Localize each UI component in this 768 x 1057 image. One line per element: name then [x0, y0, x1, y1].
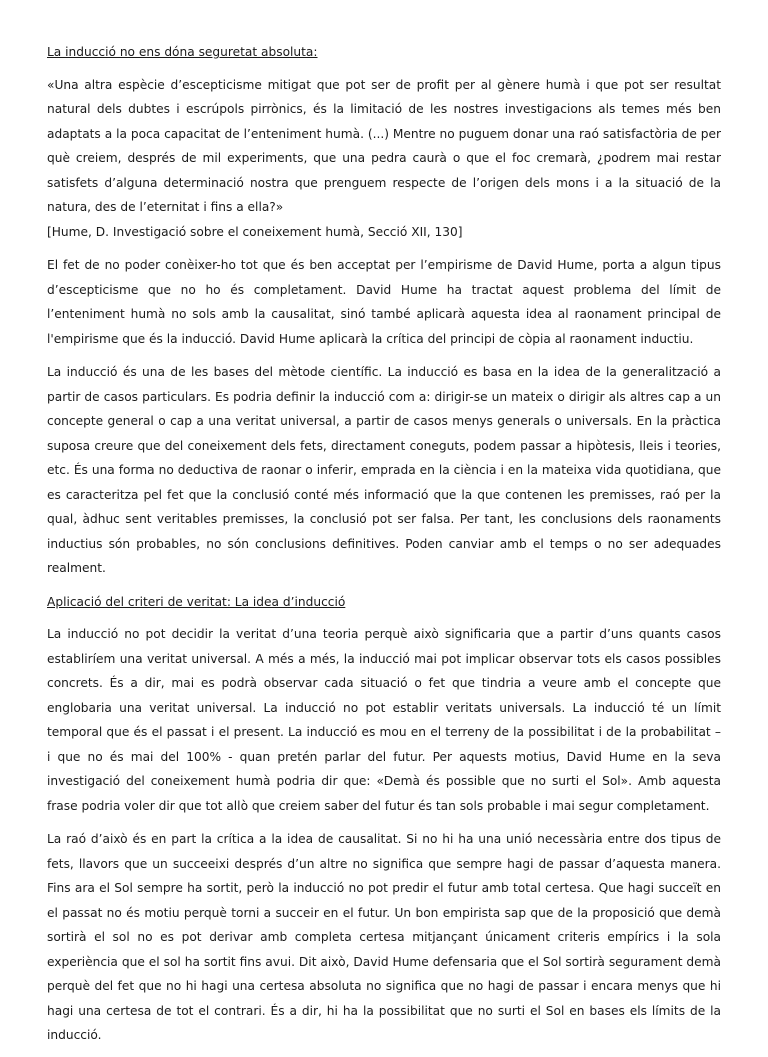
- paragraph-induction-limits: La inducció no pot decidir la veritat d’una teoria perquè això significaria que a partir d’uns quants casos establiríem una veritat universal. A més a més, la inducció mai pot implicar observar tots els casos possibles concrets. És a dir, mai es podrà observar cada situació o fet que tindria a veure amb el concepte que englobaria una veritat universal. La inducció no pot establir veritats universals. La inducció té un límit temporal que és el passat i el present. La inducció es mou en el terreny de la possibilitat i de la probabilitat – i que no és mai del 100% - quan pretén parlar del futur. Per aquests motius, David Hume en la seva investigació del coneixement humà podria dir que: «Demà és possible que no surti el Sol». Amb aquesta frase podria voler dir que tot allò que creiem saber del futur és tan sols probable i mai segur completament.: [47, 627, 721, 813]
- paragraph-skepticism: El fet de no poder conèixer-ho tot que és ben acceptat per l’empirisme de David Hume, porta a algun tipus d’escepticisme que no ho és completament. David Hume ha tractat aquest problema del límit de l’enteniment humà no sols amb la causalitat, sinó també aplicarà aquesta idea al raonament principal de l'empirisme que és la inducció. David Hume aplicarà la crítica del principi de còpia al raonament inductiu.: [47, 258, 721, 346]
- document-page: [47, 40, 721, 1057]
- paragraph-induction-definition: La inducció és una de les bases del mètode científic. La inducció es basa en la idea de la generalització a partir de casos particulars. Es podria definir la inducció com a: dirigir-se un mateix o dirigir als altres cap a un concepte general o cap a una veritat universal, a partir de casos menys generals o universals. En la pràctica suposa creure que del coneixement dels fets, directament coneguts, podem passar a hipòtesis, lleis i teories, etc. És una forma no deductiva de raonar o inferir, emprada en la ciència i en la mateixa vida quotidiana, que es caracteritza pel fet que la conclusió conté més informació que la que contenen les premisses, raó per la qual, àdhuc sent veritables premisses, la conclusió pot ser falsa. Per tant, les conclusions dels raonaments inductius són probables, no són conclusions definitives. Poden canviar amb el temps o no ser adequades realment.: [47, 365, 721, 575]
- quote-citation: [Hume, D. Investigació sobre el coneixement humà, Secció XII, 130]: [47, 224, 463, 239]
- section-heading-induction: La inducció no ens dóna seguretat absoluta:: [47, 45, 318, 59]
- hume-quote: [47, 73, 721, 245]
- section-heading-truth-criterion: Aplicació del criteri de veritat: La idea d’inducció: [47, 594, 346, 609]
- paragraph-causality-critique: La raó d’això és en part la crítica a la idea de causalitat. Si no hi ha una unió necessària entre dos tipus de fets, llavors que un succeeixi després d’un altre no significa que sempre hagi de passar d’aquesta manera. Fins ara el Sol sempre ha sortit, però la inducció no pot predir el futur amb total certesa. Que hagi succeït en el passat no és motiu perquè torni a succeir en el futur. Un bon empirista sap que de la proposició que demà sortirà el sol no es pot derivar amb completa certesa mitjançant únicament criteris empírics i la sola experiència que el sol ha sortit fins avui. Dit això, David Hume defensaria que el Sol sortirà segurament demà perquè del fet que no hi hagi una certesa absoluta no significa que no hagi de passar i encara menys que hi hagi una certesa de tot el contrari. És a dir, hi ha la possibilitat que no surti el Sol en bases els límits de la inducció.: [47, 832, 721, 1042]
- quote-text: «Una altra espècie d’escepticisme mitigat que pot ser de profit per al gènere humà i que pot ser resultat natural dels dubtes i escrúpols pirrònics, és la limitació de les nostres investigacions als temes més ben adaptats a la poca capacitat de l’enteniment humà. (...) Mentre no puguem donar una raó satisfactòria de per què creiem, després de mil experiments, que una pedra caurà o que el foc cremarà, ¿podrem mai restar satisfets d’alguna determinació nostra que prenguem respecte de l’origen dels mons i a la situació de la natura, des de l’eternitat i fins a ella?»: [47, 77, 721, 214]
